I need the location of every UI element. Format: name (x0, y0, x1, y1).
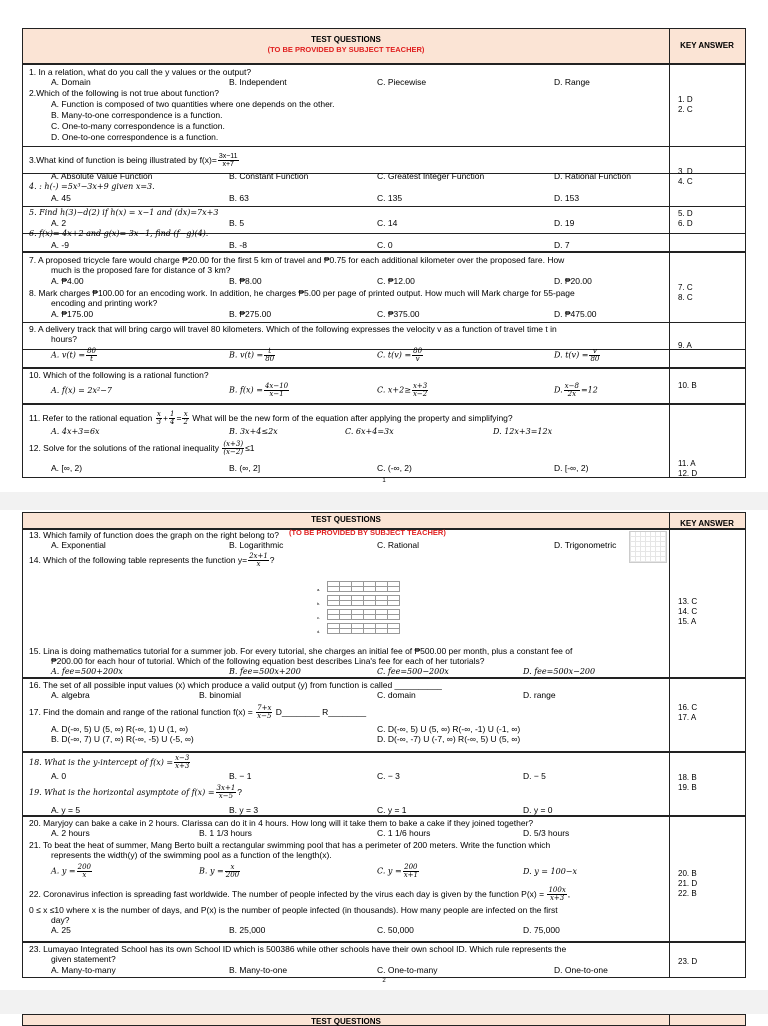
q9-option-c (377, 348, 424, 363)
option-table (327, 609, 400, 620)
q17-stem: 17. Find the domain and range of the rational function f(x) = (29, 706, 253, 717)
q11-option-d: D. 12x+3=12x (493, 427, 553, 436)
key-answer-cell (669, 207, 746, 251)
fraction-numerator: 1 (170, 410, 175, 418)
table-header (22, 1014, 746, 1026)
fraction-denominator: x−1 (269, 390, 284, 398)
key-answer: 18. B (678, 773, 697, 782)
option-fraction (403, 864, 419, 879)
key-answer: 3. D (678, 167, 693, 176)
option-tail: =12 (580, 385, 598, 395)
key-answer: 7. C (678, 283, 693, 292)
q18-option-b: B. − 1 (229, 771, 252, 781)
q23-text-line2: given statement? (51, 954, 116, 964)
q22-stem: 22. Coronavirus infection is spreading fast worldwide. The number of people infected by the virus each day is given by the function P(x) = (29, 888, 545, 899)
q13-option-a: A. Exponential (51, 540, 106, 550)
q23-option-b: B. Many-to-one (229, 965, 288, 975)
q22-option-d: D. 75,000 (523, 925, 560, 935)
question-row-18-19 (22, 752, 746, 816)
key-answer: 4. C (678, 177, 693, 186)
question-row-23 (22, 942, 746, 978)
q1-option-d: D. Range (554, 77, 590, 87)
q21-text: 21. To beat the heat of summer, Mang Berto built a rectangular swimming pool that has a perimeter of 200 meters. Write the function which (29, 840, 551, 850)
q17-option-c: C. D(-∞, 5) U (5, ∞) R(-∞, -1) U (-1, ∞) (377, 724, 521, 734)
q20-text: 20. Maryjoy can bake a cake in 2 hours. Clarissa can do it in 4 hours. How long will it take them to bake a cake if they joined together? (29, 818, 534, 828)
page-3 (22, 1014, 746, 1024)
fraction-numerator: x (156, 410, 161, 418)
q10-option-b (229, 383, 290, 398)
key-answer-cell (669, 753, 746, 815)
q3-option-b: B. Constant Function (229, 171, 309, 181)
fraction-denominator: x−5 (218, 792, 234, 800)
q7-text: 7. A proposed tricycle fare would charge ₱20.00 for the first 5 km of travel and ₱0.75 for each additional kilometer over the proposed fare. How (29, 255, 565, 265)
fraction-denominator: x−5 (257, 712, 272, 720)
q20-option-b: B. 1 1/3 hours (199, 828, 252, 838)
q19-tail: ? (237, 786, 243, 797)
q7-option-d: D. ₱20.00 (554, 276, 592, 286)
header-title-cell (23, 29, 670, 63)
q8-text: 8. Mark charges ₱100.00 for an encoding work. In addition, he charges ₱5.00 per page of printed output. How much will Mark charge for 55-page (29, 288, 575, 298)
fraction-denominator: 2x (567, 390, 577, 398)
key-answer: 12. D (678, 469, 698, 478)
option-fraction (222, 441, 244, 456)
option-label: D. (554, 385, 563, 395)
option-fraction (547, 887, 566, 902)
q2-option-b: B. Many-to-one correspondence is a function. (51, 110, 223, 120)
q21-option-b (199, 864, 241, 879)
q9-text: 9. A delivery track that will bring cargo will travel 80 kilometers. Which of the following expresses the velocity v as a function of travel time t in (29, 324, 557, 334)
question-row-13-15 (22, 528, 746, 678)
header-key-answer: KEY ANSWER (680, 519, 734, 528)
q21-option-d: D. y = 100−x (523, 867, 578, 876)
option-fraction (412, 348, 423, 363)
option-label: B. f(x) = (229, 385, 263, 395)
key-answer: 14. C (678, 607, 698, 616)
fraction-numerator: 7+x (257, 704, 272, 712)
q12-tail: ≤1 (245, 442, 255, 453)
q3-option-d: D. Rational Function (554, 171, 632, 181)
q21-option-c (377, 864, 420, 879)
q9-option-d (554, 348, 601, 363)
option-fraction (225, 864, 240, 879)
q14-stem: 14. Which of the following table represents the function y= (29, 554, 248, 565)
q3-stem: 3.What kind of function is being illustrated by f(x)= (29, 154, 217, 165)
q13-graph (629, 531, 667, 563)
header-title: TEST QUESTIONS (311, 35, 381, 44)
q12-text (29, 441, 254, 456)
q18-text (29, 755, 191, 770)
key-answer-cell (669, 943, 746, 977)
option-fraction (216, 785, 237, 800)
q13-text: 13. Which family of function does the graph on the right belong to? (29, 530, 279, 540)
option-table (327, 581, 400, 592)
option-fraction (169, 411, 175, 426)
option-fraction (264, 383, 289, 398)
question-row-16-17 (22, 678, 746, 752)
key-answer: 23. D (678, 957, 698, 966)
q9-option-b (229, 348, 276, 363)
q13-option-c: C. Rational (377, 540, 420, 550)
page-gap (0, 990, 768, 1014)
q12-option-d: D. [-∞, 2) (554, 463, 589, 473)
q22-tail: , (567, 888, 571, 899)
fraction-numerator: x (183, 410, 188, 418)
option-label: C. t(v) = (377, 350, 412, 360)
q3-option-a: A. Absolute Value Function (51, 171, 153, 181)
q8-text-line2: encoding and printing work? (51, 298, 158, 308)
q1-option-b: B. Independent (229, 77, 287, 87)
q11-question: What will be the new form of the equation after applying the property and simplifying? (192, 412, 513, 423)
key-answer: 8. C (678, 293, 693, 302)
option-label: c. (317, 615, 321, 620)
q1-option-a: A. Domain (51, 77, 91, 87)
key-answer: 2. C (678, 105, 693, 114)
fraction-denominator: x+3 (175, 762, 190, 770)
fraction-denominator: 3 (156, 418, 162, 426)
q19-option-c: C. y = 1 (377, 805, 407, 815)
q7-option-c: C. ₱12.00 (377, 276, 415, 286)
q8-option-c: C. ₱375.00 (377, 309, 420, 319)
fraction-denominator: 200 (225, 871, 240, 879)
header-title: TEST QUESTIONS (311, 1017, 381, 1026)
question-row-9 (22, 322, 746, 368)
header-key-answer: KEY ANSWER (680, 41, 734, 50)
fraction-denominator: v (415, 355, 420, 363)
q2-text: 2.Which of the following is not true about function? (29, 88, 219, 98)
option-label: d. (317, 629, 321, 634)
q7-text-line2: much is the proposed fare for distance of 3 km? (51, 265, 231, 275)
q12-option-b: B. (∞, 2] (229, 463, 261, 473)
option-fraction (156, 411, 162, 426)
q5-option-d: D. 19 (554, 218, 575, 228)
header-title-cell (23, 513, 670, 529)
fraction-numerator: x+3 (412, 382, 428, 390)
option-label: B. v(t) = (229, 350, 264, 360)
q4-option-a: A. 45 (51, 193, 71, 203)
fraction-numerator: 200 (404, 863, 418, 871)
q18-option-d: D. − 5 (523, 771, 546, 781)
q17-option-a: A. D(-∞, 5) U (5, ∞) R(-∞, 1) U (1, ∞) (51, 724, 189, 734)
q6-text: 6. f(x)= 4x+2 and g(x)= 3x−1, find (f−g)(4). (29, 229, 209, 238)
q3-text (29, 153, 240, 168)
key-answer-cell (669, 679, 746, 751)
q2-option-c: C. One-to-many correspondence is a function. (51, 121, 225, 131)
q10-text: 10. Which of the following is a rational function? (29, 370, 209, 380)
q5-option-a: A. 2 (51, 218, 67, 228)
fraction-denominator: x (256, 560, 261, 568)
q9-option-a (51, 348, 98, 363)
q21-text-line2: represents the width(y) of the swimming pool as a function of the length(x). (51, 850, 332, 860)
q13-option-b: B. Logarithmic (229, 540, 284, 550)
q9-text-line2: hours? (51, 334, 77, 344)
table-header (22, 28, 746, 64)
q22-text-line2: 0 ≤ x ≤10 where x is the number of days, and P(x) is the number of people infected (in thousands). How many people are infected on the first (29, 905, 558, 915)
q18-option-a: A. 0 (51, 771, 67, 781)
q19-option-b: B. y = 3 (229, 805, 259, 815)
option-label: D. t(v) = (554, 350, 589, 360)
fraction-denominator: x (82, 871, 87, 879)
q4-option-c: C. 135 (377, 193, 403, 203)
q18-stem: 18. What is the y-intercept of f(x) = (29, 757, 174, 767)
q11-option-b: B. 3x+4≤2x (229, 427, 278, 436)
key-answer: 17. A (678, 713, 697, 722)
option-fraction (264, 348, 275, 363)
fraction-denominator: t (90, 355, 93, 363)
option-fraction (182, 411, 188, 426)
fraction-numerator: v (589, 348, 600, 356)
fraction-denominator: (x−2) (223, 448, 244, 456)
fraction-denominator: 2 (183, 418, 188, 426)
q17-option-b: B. D(-∞, 7) U (7, ∞) R(-∞, -5) U (-5, ∞) (51, 734, 194, 744)
q11-option-c: C. 6x+4=3x (345, 427, 394, 436)
key-answer: 19. B (678, 783, 697, 792)
q23-option-d: D. One-to-one (554, 965, 608, 975)
fraction-numerator: 3x+1 (216, 784, 236, 792)
q19-option-a: A. y = 5 (51, 805, 81, 815)
fraction-numerator: x−3 (175, 754, 190, 762)
option-fraction (174, 755, 190, 770)
q15-option-b: B. fee=500x+200 (229, 667, 301, 676)
q20-option-a: A. 2 hours (51, 828, 90, 838)
q17-text (29, 705, 366, 720)
key-answer: 10. B (678, 381, 697, 390)
key-answer: 16. C (678, 703, 698, 712)
q10-option-a: A. f(x) = 2x²−7 (51, 386, 112, 395)
q7-option-a: A. ₱4.00 (51, 276, 84, 286)
fraction-denominator: x+3 (549, 894, 565, 902)
header-subtitle: (TO BE PROVIDED BY SUBJECT TEACHER) (267, 45, 425, 54)
q23-text: 23. Lumayao Integrated School has its own School ID which is 500386 while other schools have their own school ID. Which rule represents the (29, 944, 567, 954)
q4-option-b: B. 63 (229, 193, 249, 203)
option-fraction (589, 348, 600, 363)
q11-option-a: A. 4x+3=6x (51, 427, 100, 436)
option-fraction (86, 348, 97, 363)
q14-text (29, 553, 275, 568)
q13-option-d: D. Trigonometric (554, 540, 617, 550)
question-row-20-22 (22, 816, 746, 942)
q15-text: 15. Lina is doing mathematics tutorial for a summer job. For every tutorial, she charges an initial fee of ₱500.00 per month, plus a constant fee of (29, 646, 573, 656)
q15-option-d: D. fee=500x−200 (523, 667, 596, 676)
option-label: C. x+2≥ (377, 385, 411, 395)
q2-option-a: A. Function is composed of two quantities where one depends on the other. (51, 99, 335, 109)
q22-option-b: B. 25,000 (229, 925, 266, 935)
q5-option-c: C. 14 (377, 218, 398, 228)
fraction-numerator: 80 (413, 347, 423, 355)
option-fraction (564, 383, 580, 398)
fraction-numerator: 2x+1 (249, 552, 268, 560)
q14-tables (317, 581, 447, 641)
fraction-numerator: 100x (548, 886, 566, 894)
q15-option-c: C. fee=500−200x (377, 667, 449, 676)
q3-option-c: C. Greatest Integer Function (377, 171, 485, 181)
q11-stem: 11. Refer to the rational equation (29, 412, 153, 423)
q21-option-a (51, 864, 93, 879)
q1-option-c: C. Piecewise (377, 77, 427, 87)
q12-option-a: A. [∞, 2) (51, 463, 83, 473)
page-gap (0, 492, 768, 510)
q5-option-b: B. 5 (229, 218, 245, 228)
question-row-5-6 (22, 206, 746, 252)
q22-option-c: C. 50,000 (377, 925, 414, 935)
key-answer: 9. A (678, 341, 692, 350)
key-answer: 22. B (678, 889, 697, 898)
q8-option-d: D. ₱475.00 (554, 309, 597, 319)
q18-option-c: C. − 3 (377, 771, 400, 781)
key-answer: 15. A (678, 617, 697, 626)
header-subtitle: (TO BE PROVIDED BY SUBJECT TEACHER) (289, 528, 446, 537)
page-2 (22, 512, 746, 988)
fraction-numerator: 4x−10 (264, 382, 289, 390)
option-fraction (412, 383, 428, 398)
fraction-denominator: 80 (590, 355, 600, 363)
q2-option-d: D. One-to-one correspondence is a function. (51, 132, 219, 142)
key-answer-cell (669, 405, 746, 477)
fraction-denominator: x+7 (222, 161, 234, 168)
q15-option-a: A. fee=500+200x (51, 667, 123, 676)
page-number: 2 (382, 978, 386, 984)
option-label: a. (317, 587, 321, 592)
option-label: B. y = (199, 866, 224, 876)
q6-option-c: C. 0 (377, 240, 393, 250)
q7-option-b: B. ₱8.00 (229, 276, 262, 286)
q12-option-c: C. (-∞, 2) (377, 463, 412, 473)
q16-option-c: C. domain (377, 690, 416, 700)
key-answer: 11. A (678, 459, 696, 468)
key-answer-cell (669, 529, 746, 677)
page-1 (22, 28, 746, 488)
key-answer-cell (669, 369, 746, 403)
key-answer: 6. D (678, 219, 693, 228)
q8-option-b: B. ₱275.00 (229, 309, 272, 319)
fraction-numerator: 3x−11 (218, 153, 238, 160)
fraction-numerator: 200 (77, 863, 92, 871)
q16-option-d: D. range (523, 690, 556, 700)
option-label: C. y = (377, 866, 402, 876)
q22-option-a: A. 25 (51, 925, 71, 935)
q16-option-a: A. algebra (51, 690, 90, 700)
q5-text: 5. Find h(3)−d(2) if h(x) = x−1 and (dx)=7x+3 (29, 208, 219, 217)
q4-text: 4. : h(-) =5x³−3x+9 given x=3. (29, 182, 155, 191)
option-table (327, 595, 400, 606)
q22-text-line3: day? (51, 915, 70, 925)
q8-option-a: A. ₱175.00 (51, 309, 94, 319)
q22-text (29, 887, 570, 902)
option-label: b. (317, 601, 321, 606)
q14-tail: ? (269, 554, 275, 565)
option-label: A. v(t) = (51, 350, 86, 360)
option-fraction (77, 864, 92, 879)
q23-option-a: A. Many-to-many (51, 965, 116, 975)
key-answer: 13. C (678, 597, 698, 606)
key-answer: 20. B (678, 869, 697, 878)
key-answer: 21. D (678, 879, 698, 888)
q17-blanks: D________ R________ (275, 706, 367, 717)
q16-option-b: B. binomial (199, 690, 242, 700)
fraction-denominator: x−2 (412, 390, 428, 398)
fraction-numerator: 80 (87, 347, 97, 355)
q6-option-b: B. -8 (229, 240, 247, 250)
q19-text (29, 785, 242, 800)
option-fraction (248, 553, 269, 568)
q15-text-line2: ₱200.00 for each hour of tutorial. Which of the following equation best describes Lina's fee for each of her tutorials? (51, 656, 485, 666)
option-table (327, 623, 400, 634)
fraction-denominator: 80 (265, 355, 275, 363)
fraction-numerator: x−8 (564, 382, 579, 390)
fraction-numerator: (x+3) (223, 440, 244, 448)
fraction-numerator: t (264, 348, 275, 356)
fraction-numerator: x (225, 864, 240, 872)
key-answer: 5. D (678, 209, 693, 218)
q6-option-d: D. 7 (554, 240, 570, 250)
q3-fraction (218, 153, 239, 168)
key-answer-cell (669, 817, 746, 941)
page-number: 1 (382, 478, 386, 484)
q12-stem: 12. Solve for the solutions of the rational inequality (29, 442, 219, 453)
q11-text: 11. Refer to the rational equation $\frac{x}{3}$ + $\frac{1}{4}$ = $\frac{x}{2}$ What will be the new form of the equation after applying the property and simplifying? (29, 410, 513, 426)
option-label: A. y = (51, 866, 76, 876)
fraction-denominator: 4 (170, 418, 175, 426)
option-fraction (256, 705, 272, 720)
q19-option-d: D. y = 0 (523, 805, 553, 815)
q23-option-c: C. One-to-many (377, 965, 438, 975)
q1-text: 1. In a relation, what do you call the y values or the output? (29, 67, 252, 77)
q20-option-d: D. 5/3 hours (523, 828, 570, 838)
question-row-11-12 (22, 404, 746, 478)
q10-option-d (554, 383, 598, 398)
key-answer-cell (669, 323, 746, 367)
q6-option-a: A. -9 (51, 240, 69, 250)
q20-option-c: C. 1 1/6 hours (377, 828, 431, 838)
question-row-10 (22, 368, 746, 404)
key-answer: 1. D (678, 95, 693, 104)
fraction-denominator: x+1 (403, 871, 418, 879)
header-title: TEST QUESTIONS (311, 515, 381, 524)
q16-text: 16. The set of all possible input values (x) which produce a valid output (y) from function is called __________ (29, 680, 442, 690)
q10-option-c (377, 383, 429, 398)
q17-option-d: D. D(-∞, -7) U (-7, ∞) R(-∞, 5) U (5, ∞) (377, 734, 521, 744)
q19-stem: 19. What is the horizontal asymptote of f(x) = (29, 787, 215, 797)
q4-option-d: D. 153 (554, 193, 580, 203)
